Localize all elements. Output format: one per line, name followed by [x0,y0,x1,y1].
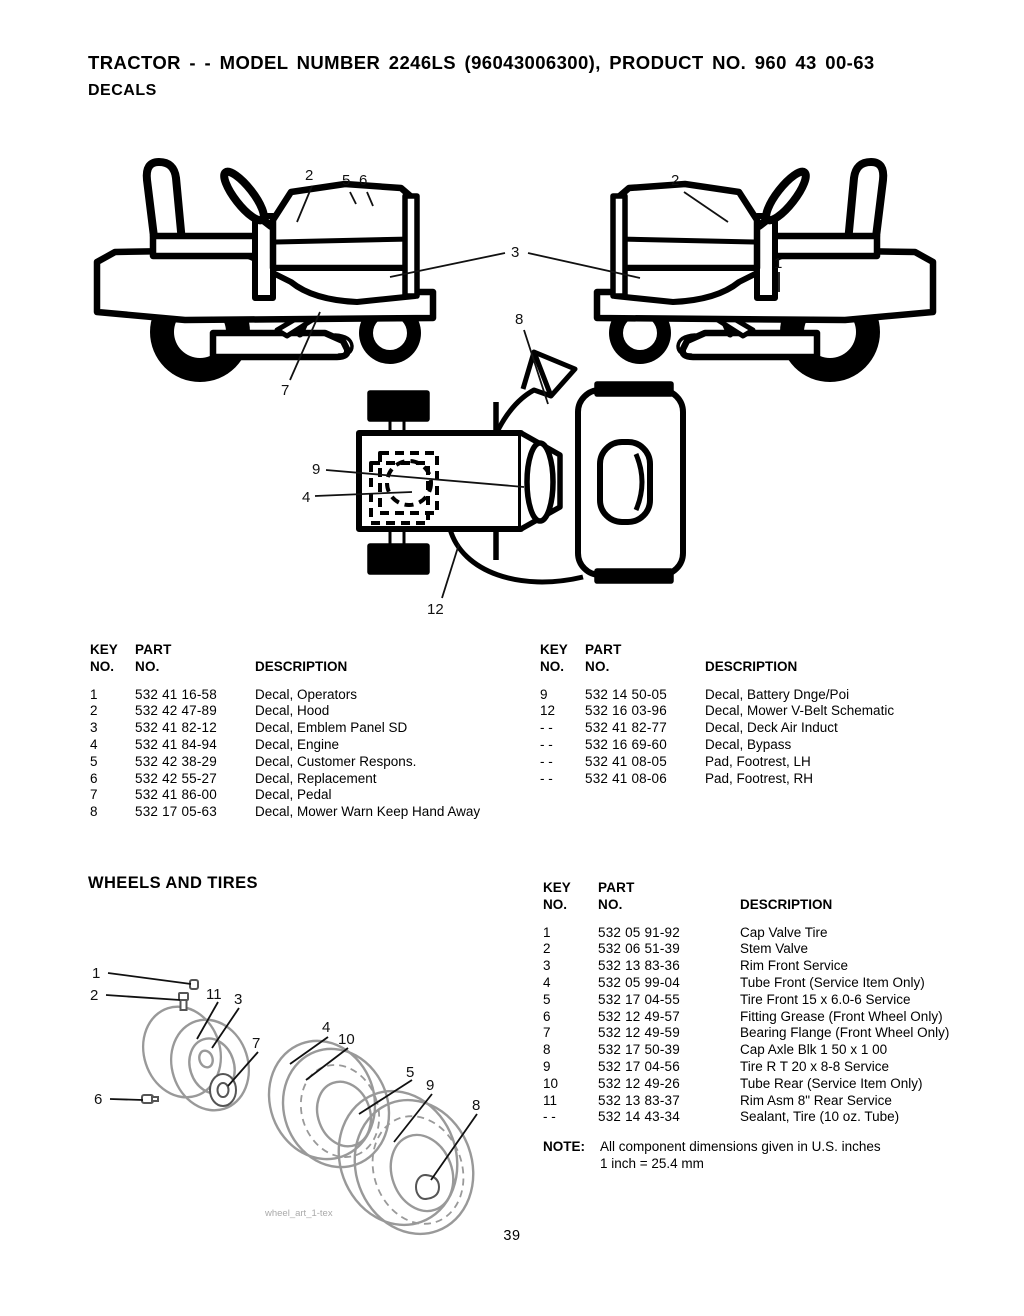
table-row: 1 532 05 91-92 Cap Valve Tire [543,924,828,940]
callout-v-belt: 12 [427,601,444,618]
callout-hood-right: 2 [671,172,680,189]
note-text: All component dimensions given in U.S. inches 1 inch = 25.4 mm [600,1139,881,1171]
table-row: - - 532 16 69-60 Decal, Bypass [540,736,792,752]
wheel-small-parts [142,980,439,1199]
callout-stem-valve: 2 [90,987,99,1004]
wheels-diagram [60,940,540,1250]
table-row: 5 532 17 04-55 Tire Front 15 x 6.0-6 Service [543,991,911,1007]
callout-tire-front: 5 [406,1064,415,1081]
callout-emblem-panel: 3 [511,244,520,261]
callout-replacement: 6 [359,172,368,189]
grease-fitting-part [142,1095,158,1103]
table-row: 12 532 16 03-96 Decal, Mower V-Belt Schematic [540,703,895,719]
table-header: KEY PART NO. NO. DESCRIPTION [543,880,833,912]
callout-bearing-flange: 7 [252,1035,261,1052]
valve-stem-part [179,993,188,1010]
callout-tube-front: 4 [322,1019,331,1036]
axle-cap-part [416,1175,439,1199]
callout-hood-left: 2 [305,167,314,184]
section-title-decals: DECALS [88,82,157,99]
table-row: 7 532 41 86-00 Decal, Pedal [90,787,332,803]
section-title-wheels: WHEELS AND TIRES [88,874,258,892]
table-row: 4 532 05 99-04 Tube Front (Service Item Only) [543,974,925,990]
tractor-top-view-art [359,352,683,582]
table-row: 3 532 13 83-36 Rim Front Service [543,958,849,974]
table-header: KEY PART NO. NO. DESCRIPTION [540,642,798,674]
callout-customer-resp: 5 [342,172,351,189]
note-label: NOTE: [543,1139,585,1154]
table-row: 1 532 41 16-58 Decal, Operators [90,686,358,702]
wheels-table [543,880,993,1126]
callout-pedal: 7 [281,382,290,399]
table-row: 9 532 17 04-56 Tire R T 20 x 8-8 Service [543,1058,890,1074]
table-row: 6 532 12 49-57 Fitting Grease (Front Wheel Only) [543,1008,943,1024]
callout-grease-fitting: 6 [94,1091,103,1108]
callout-rim-rear: 11 [206,986,222,1003]
callout-cap-axle: 8 [472,1097,481,1114]
table-row: 2 532 06 51-39 Stem Valve [543,941,809,957]
valve-cap-part [190,980,198,989]
table-row: - - 532 41 08-06 Pad, Footrest, RH [540,770,814,786]
table-row: 8 532 17 05-63 Decal, Mower Warn Keep Hand Away [90,804,481,820]
callout-engine: 4 [302,489,311,506]
page-number: 39 [503,1228,521,1244]
callout-rim-front: 3 [234,991,243,1008]
decals-table-right [540,642,990,787]
tractor-left-art [97,162,433,382]
callout-operators: 1 [774,255,783,272]
table-row: - - 532 41 08-05 Pad, Footrest, LH [540,753,811,769]
table-row: 8 532 17 50-39 Cap Axle Blk 1 50 x 1 00 [543,1042,888,1058]
bearing-flange-part [210,1074,236,1106]
dimensions-note [543,1138,881,1172]
callout-mower-warn: 8 [515,311,524,328]
decals-diagram [0,140,1024,640]
table-row: 2 532 42 47-89 Decal, Hood [90,703,330,719]
table-row: 10 532 12 49-26 Tube Rear (Service Item Only) [543,1075,923,1091]
page-title: TRACTOR - - MODEL NUMBER 2246LS (96043006300), PRODUCT NO. 960 43 00-63 [88,52,875,73]
wheels-callout-labels [90,965,480,1114]
table-header: KEY PART NO. NO. DESCRIPTION [90,642,348,674]
callout-battery: 9 [312,461,321,478]
table-row: 4 532 41 84-94 Decal, Engine [90,736,340,752]
table-row: 7 532 12 49-59 Bearing Flange (Front Wheel Only) [543,1025,950,1041]
table-row: 3 532 41 82-12 Decal, Emblem Panel SD [90,720,408,736]
table-row: 9 532 14 50-05 Decal, Battery Dnge/Poi [540,686,850,702]
callout-cap-valve: 1 [92,965,101,982]
decals-table-left [90,642,530,821]
wheels-callout-leaders [106,973,477,1180]
table-row: 6 532 42 55-27 Decal, Replacement [90,770,377,786]
diagram-caption: wheel_art_1-tex [265,1208,333,1219]
tractor-right-art [597,162,933,382]
table-row: 11 532 13 83-37 Rim Asm 8" Rear Service [543,1092,892,1108]
table-row: - - 532 14 43-34 Sealant, Tire (10 oz. Tube) [543,1109,900,1125]
table-row: 5 532 42 38-29 Decal, Customer Respons. [90,753,417,769]
callout-tire-rear: 9 [426,1077,435,1094]
table-row: - - 532 41 82-77 Decal, Deck Air Induct [540,720,838,736]
callout-tube-rear: 10 [338,1031,355,1048]
